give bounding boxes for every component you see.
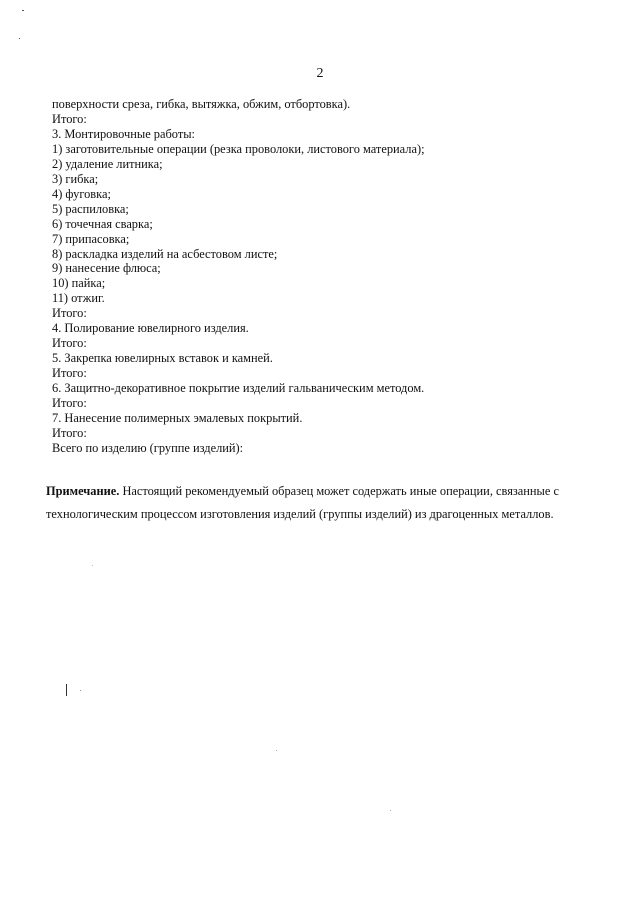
- list-item: 9) нанесение флюса;: [52, 261, 161, 276]
- list-item: 7. Нанесение полимерных эмалевых покрытий.: [52, 411, 303, 426]
- list-item: 5. Закрепка ювелирных вставок и камней.: [52, 351, 273, 366]
- note-label: Примечание.: [46, 484, 120, 498]
- note-paragraph: [46, 480, 559, 525]
- scan-speck: [92, 565, 93, 566]
- note-text: Настоящий рекомендуемый образец может содержать иные операции, связанные с технологическим процессом изготовления изделий (группы изделий) из драгоценных металлов.: [46, 484, 559, 521]
- list-item: 6) точечная сварка;: [52, 216, 153, 231]
- scan-mark: [66, 684, 67, 696]
- list-item: Итого:: [52, 396, 87, 411]
- list-item: 1) заготовительные операции (резка проволоки, листового материала);: [52, 141, 425, 156]
- list-item: Итого:: [52, 111, 87, 126]
- list-item: Всего по изделию (группе изделий):: [52, 440, 244, 455]
- scan-speck: [390, 810, 391, 811]
- list-item: Итого:: [52, 306, 87, 321]
- list-item: 5) распиловка;: [52, 201, 129, 216]
- operations-list: [52, 97, 592, 456]
- scan-speck: [80, 690, 81, 691]
- scan-speck: [22, 10, 24, 11]
- list-item: 2) удаление литника;: [52, 156, 163, 171]
- list-item: 3) гибка;: [52, 171, 99, 186]
- list-item: 4. Полирование ювелирного изделия.: [52, 321, 249, 336]
- list-item: Итого:: [52, 425, 87, 440]
- list-item: Итого:: [52, 336, 87, 351]
- list-item: Итого:: [52, 366, 87, 381]
- list-item: 4) фуговка;: [52, 186, 111, 201]
- list-item: 11) отжиг.: [52, 291, 105, 306]
- list-item: 3. Монтировочные работы:: [52, 126, 195, 141]
- scan-speck: [19, 38, 20, 39]
- list-item: 10) пайка;: [52, 276, 106, 291]
- list-item: 6. Защитно-декоративное покрытие изделий гальваническим методом.: [52, 381, 425, 396]
- list-item: 7) припасовка;: [52, 231, 130, 246]
- scan-speck: [276, 750, 277, 751]
- list-item: поверхности среза, гибка, вытяжка, обжим, отбортовка).: [52, 97, 351, 111]
- page-number: 2: [316, 66, 324, 81]
- list-item: 8) раскладка изделий на асбестовом листе;: [52, 246, 278, 261]
